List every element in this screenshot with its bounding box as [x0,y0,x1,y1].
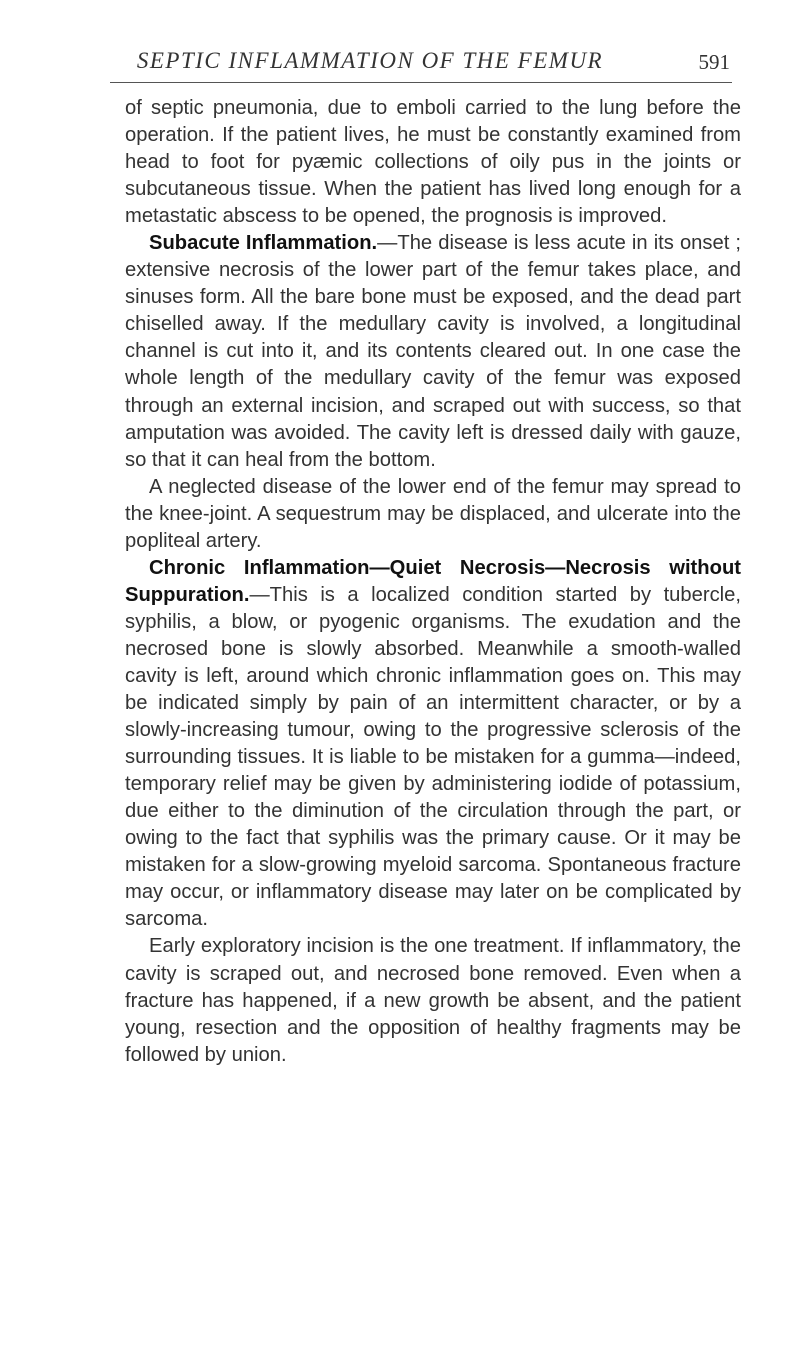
paragraph-chronic-inflammation [125,555,741,934]
header-rule [110,82,732,83]
section-heading-chronic: Chronic Inflammation—Quiet Necrosis—Necrosis without Suppuration. [125,556,741,606]
running-head [110,48,730,82]
paragraph-text: —This is a localized condition started by tubercle, syphilis, a blow, or pyogenic organisms. The exudation and the necrosed bone is slowly absorbed. Meanwhile a smooth-walled cavity is left, around which chronic inflammation goes on. This may be indicated simply by pain of an intermittent character, or by a slowly-increasing tumour, owing to the progressive sclerosis of the surrounding tissues. It is liable to be mistaken for a gumma—indeed, temporary relief may be given by administering iodide of potassium, due either to the diminution of the circulation through the part, or owing to the fact that syphilis was the primary cause. Or it may be mistaken for a slow-growing myeloid sarcoma. Spontaneous fracture may occur, or inflammatory disease may later on be complicated by sarcoma. [125,583,741,931]
paragraph-text: A neglected disease of the lower end of the femur may spread to the knee-joint. A sequestrum may be displaced, and ulcerate into the popliteal artery. [125,475,741,552]
paragraph-neglected-disease [125,474,741,555]
running-title: SEPTIC INFLAMMATION OF THE FEMUR [136,48,604,73]
paragraph-text: Early exploratory incision is the one treatment. If inflammatory, the cavity is scraped out, and necrosed bone removed. Even when a fracture has happened, if a new growth be absent, and the patient young, resection and the opposition of healthy fragments may be followed by union. [125,935,741,1066]
paragraph-text: —The disease is less acute in its onset ; extensive necrosis of the lower part of the femur takes place, and sinuses form. All the bare bone must be exposed, and the dead part chiselled away. If the medullary cavity is involved, a longitudinal channel is cut into it, and its contents cleared out. In one case the whole length of the medullary cavity of the femur was exposed through an external incision, and scraped out with success, so that amputation was avoided. The cavity left is dressed daily with gauze, so that it can heal from the bottom. [125,232,742,471]
paragraph-treatment [125,933,741,1068]
paragraph-continued [125,95,741,230]
paragraph-subacute-inflammation [125,230,741,473]
section-heading-subacute: Subacute Inflammation. [149,232,378,255]
page-number: 591 [698,50,730,74]
body-text [125,95,741,1069]
paragraph-text: of septic pneumonia, due to emboli carried to the lung before the operation. If the patient lives, he must be constantly examined from head to foot for pyæmic collections of oily pus in the joints or subcutaneous tissue. When the patient has lived long enough for a metastatic abscess to be opened, the prognosis is improved. [125,97,741,228]
